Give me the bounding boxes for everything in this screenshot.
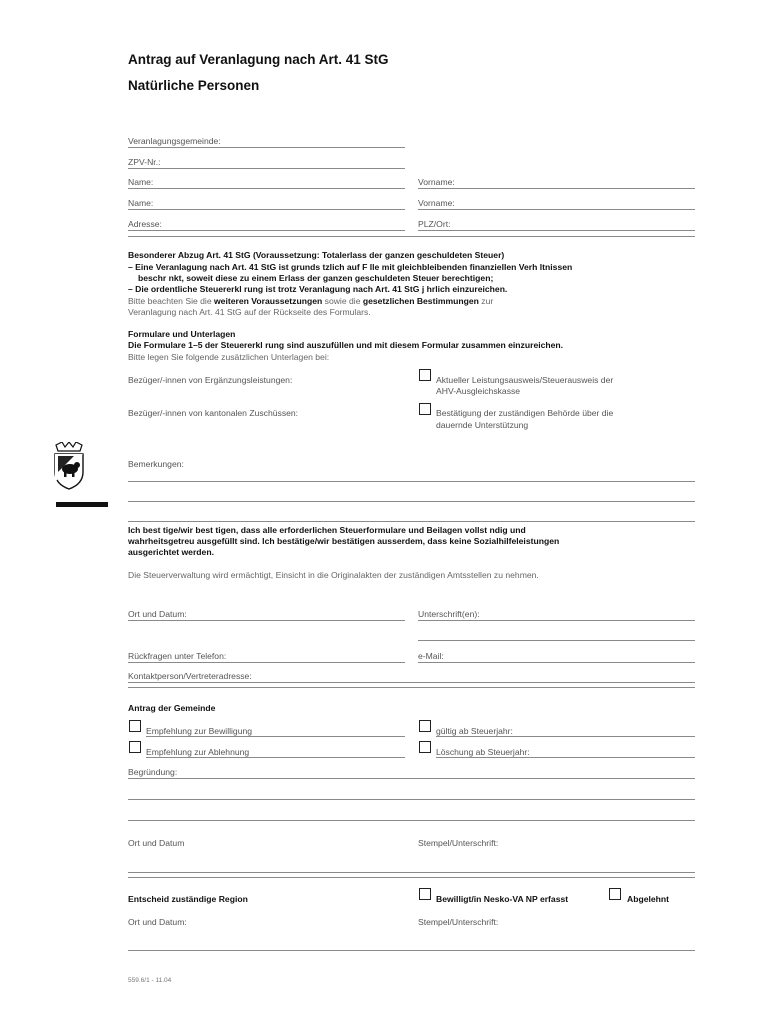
abzug-heading: Besonderer Abzug Art. 41 StG (Voraussetzung: Totalerlass der ganzen geschuldeten Steuer) <box>128 250 505 260</box>
gemeinde-field[interactable] <box>128 147 405 148</box>
gueltig-field[interactable] <box>436 736 695 737</box>
bewilligung-label: Empfehlung zur Bewilligung <box>146 726 253 736</box>
telefon-label: Rückfragen unter Telefon: <box>128 651 227 661</box>
zuschuss-doc-a: Bestätigung der zuständigen Behörde über die <box>436 408 614 418</box>
abzug-bullet-2: – Die ordentliche Steuererkl rung ist trotz Veranlagung nach Art. 41 StG j hrlich einzureichen. <box>128 284 508 294</box>
abgelehnt-checkbox[interactable] <box>609 888 621 900</box>
ablehnung-checkbox[interactable] <box>129 741 141 753</box>
entscheid-signature-line[interactable] <box>128 950 695 951</box>
entscheid-stempel-label: Stempel/Unterschrift: <box>418 917 499 927</box>
zpv-field[interactable] <box>128 168 405 169</box>
name2-field[interactable] <box>128 209 405 210</box>
vorname1-label: Vorname: <box>418 177 455 187</box>
abzug-note-cont: Veranlagung nach Art. 41 StG auf der Rückseite des Formulars. <box>128 307 371 317</box>
vorname2-label: Vorname: <box>418 198 455 208</box>
ablehnung-label: Empfehlung zur Ablehnung <box>146 747 250 757</box>
ort-datum-label: Ort und Datum: <box>128 609 187 619</box>
kontakt-field[interactable] <box>128 682 695 683</box>
telefon-field[interactable] <box>128 662 405 663</box>
confirmation-line-2: wahrheitsgetreu ausgefüllt sind. Ich bestätige/wir bestätigen ausserdem, dass keine Sozialhilfeleistungen <box>128 536 560 546</box>
email-field[interactable] <box>418 662 695 663</box>
ort-datum-field[interactable] <box>128 620 405 621</box>
vorname1-field[interactable] <box>418 188 695 189</box>
abzug-note: Bitte beachten Sie die weiteren Voraussetzungen sowie die gesetzlichen Bestimmungen zur <box>128 296 494 306</box>
gemeinde-signature-line[interactable] <box>128 872 695 873</box>
formulare-heading: Formulare und Unterlagen <box>128 329 236 339</box>
section-divider-3 <box>128 877 695 878</box>
loeschung-field[interactable] <box>436 757 695 758</box>
ergaenzung-doc-a: Aktueller Leistungsausweis/Steuerausweis der <box>436 375 614 385</box>
bewilligung-checkbox[interactable] <box>129 720 141 732</box>
unterschrift-field[interactable] <box>418 620 695 621</box>
bewilligt-checkbox[interactable] <box>419 888 431 900</box>
kontakt-label: Kontaktperson/Vertreteradresse: <box>128 671 252 681</box>
bemerkungen-line-2[interactable] <box>128 501 695 502</box>
bewilligt-label: Bewilligt/in Nesko-VA NP erfasst <box>436 894 569 904</box>
bemerkungen-label: Bemerkungen: <box>128 459 184 469</box>
adresse-field[interactable] <box>128 230 405 231</box>
zpv-label: ZPV-Nr.: <box>128 157 161 167</box>
form-title: Antrag auf Veranlagung nach Art. 41 StG <box>128 52 389 67</box>
name1-field[interactable] <box>128 188 405 189</box>
ablehnung-line <box>146 757 405 758</box>
entscheid-heading: Entscheid zuständige Region <box>128 894 248 904</box>
zuschuss-label: Bezüger/-innen von kantonalen Zuschüssen: <box>128 408 299 418</box>
plz-label: PLZ/Ort: <box>418 219 451 229</box>
name1-label: Name: <box>128 177 154 187</box>
begruendung-label: Begründung: <box>128 767 178 777</box>
consent-text: Die Steuerverwaltung wird ermächtigt, Einsicht in die Originalakten der zuständigen Amtsstellen zu nehmen. <box>128 570 539 580</box>
gemeinde-ort-datum-label: Ort und Datum <box>128 838 185 848</box>
vorname2-field[interactable] <box>418 209 695 210</box>
loeschung-label: Löschung ab Steuerjahr: <box>436 747 530 757</box>
zuschuss-doc-b: dauernde Unterstützung <box>436 420 529 430</box>
zuschuss-checkbox[interactable] <box>419 403 431 415</box>
ergaenzung-checkbox[interactable] <box>419 369 431 381</box>
begruendung-line-3[interactable] <box>128 820 695 821</box>
begruendung-line-1[interactable] <box>128 778 695 779</box>
abzug-bullet-1-cont: beschr nkt, soweit diese zu einem Erlass der ganzen geschuldeten Steuer berechtigen; <box>138 273 494 283</box>
ergaenzung-doc-b: AHV-Ausgleichskasse <box>436 386 521 396</box>
entscheid-ort-datum-label: Ort und Datum: <box>128 917 187 927</box>
adresse-label: Adresse: <box>128 219 162 229</box>
gueltig-label: gültig ab Steuerjahr: <box>436 726 513 736</box>
ergaenzung-label: Bezüger/-innen von Ergänzungsleistungen: <box>128 375 293 385</box>
unterschrift-label: Unterschrift(en): <box>418 609 480 619</box>
confirmation-line-3: ausgerichtet werden. <box>128 547 214 557</box>
bemerkungen-line-3[interactable] <box>128 521 695 522</box>
gemeinde-label: Veranlagungsgemeinde: <box>128 136 221 146</box>
section-marker-bar <box>56 502 108 507</box>
unterschrift-field-2[interactable] <box>418 640 695 641</box>
bemerkungen-line-1[interactable] <box>128 481 695 482</box>
confirmation-line-1: Ich best tige/wir best tigen, dass alle erforderlichen Steuerformulare und Beilagen vollst ndig und <box>128 525 526 535</box>
bern-coat-of-arms-icon <box>52 442 86 490</box>
formulare-hint: Bitte legen Sie folgende zusätzlichen Unterlagen bei: <box>128 352 330 362</box>
abzug-bullet-1: – Eine Veranlagung nach Art. 41 StG ist grunds tzlich auf F lle mit gleichbleibenden finanziellen Verh ltnissen <box>128 262 573 272</box>
plz-field[interactable] <box>418 230 695 231</box>
section-divider <box>128 236 695 237</box>
email-label: e-Mail: <box>418 651 444 661</box>
name2-label: Name: <box>128 198 154 208</box>
formulare-instruction: Die Formulare 1–5 der Steuererkl rung sind auszufüllen und mit diesem Formular zusammen einzureichen. <box>128 340 564 350</box>
bewilligung-line <box>146 736 405 737</box>
abgelehnt-label: Abgelehnt <box>627 894 670 904</box>
gueltig-checkbox[interactable] <box>419 720 431 732</box>
gemeinde-stempel-label: Stempel/Unterschrift: <box>418 838 499 848</box>
gemeinde-antrag-heading: Antrag der Gemeinde <box>128 703 216 713</box>
form-subtitle: Natürliche Personen <box>128 78 260 93</box>
section-divider-2 <box>128 687 695 688</box>
loeschung-checkbox[interactable] <box>419 741 431 753</box>
form-code: 559.6/1 - 11.04 <box>128 977 172 984</box>
begruendung-line-2[interactable] <box>128 799 695 800</box>
